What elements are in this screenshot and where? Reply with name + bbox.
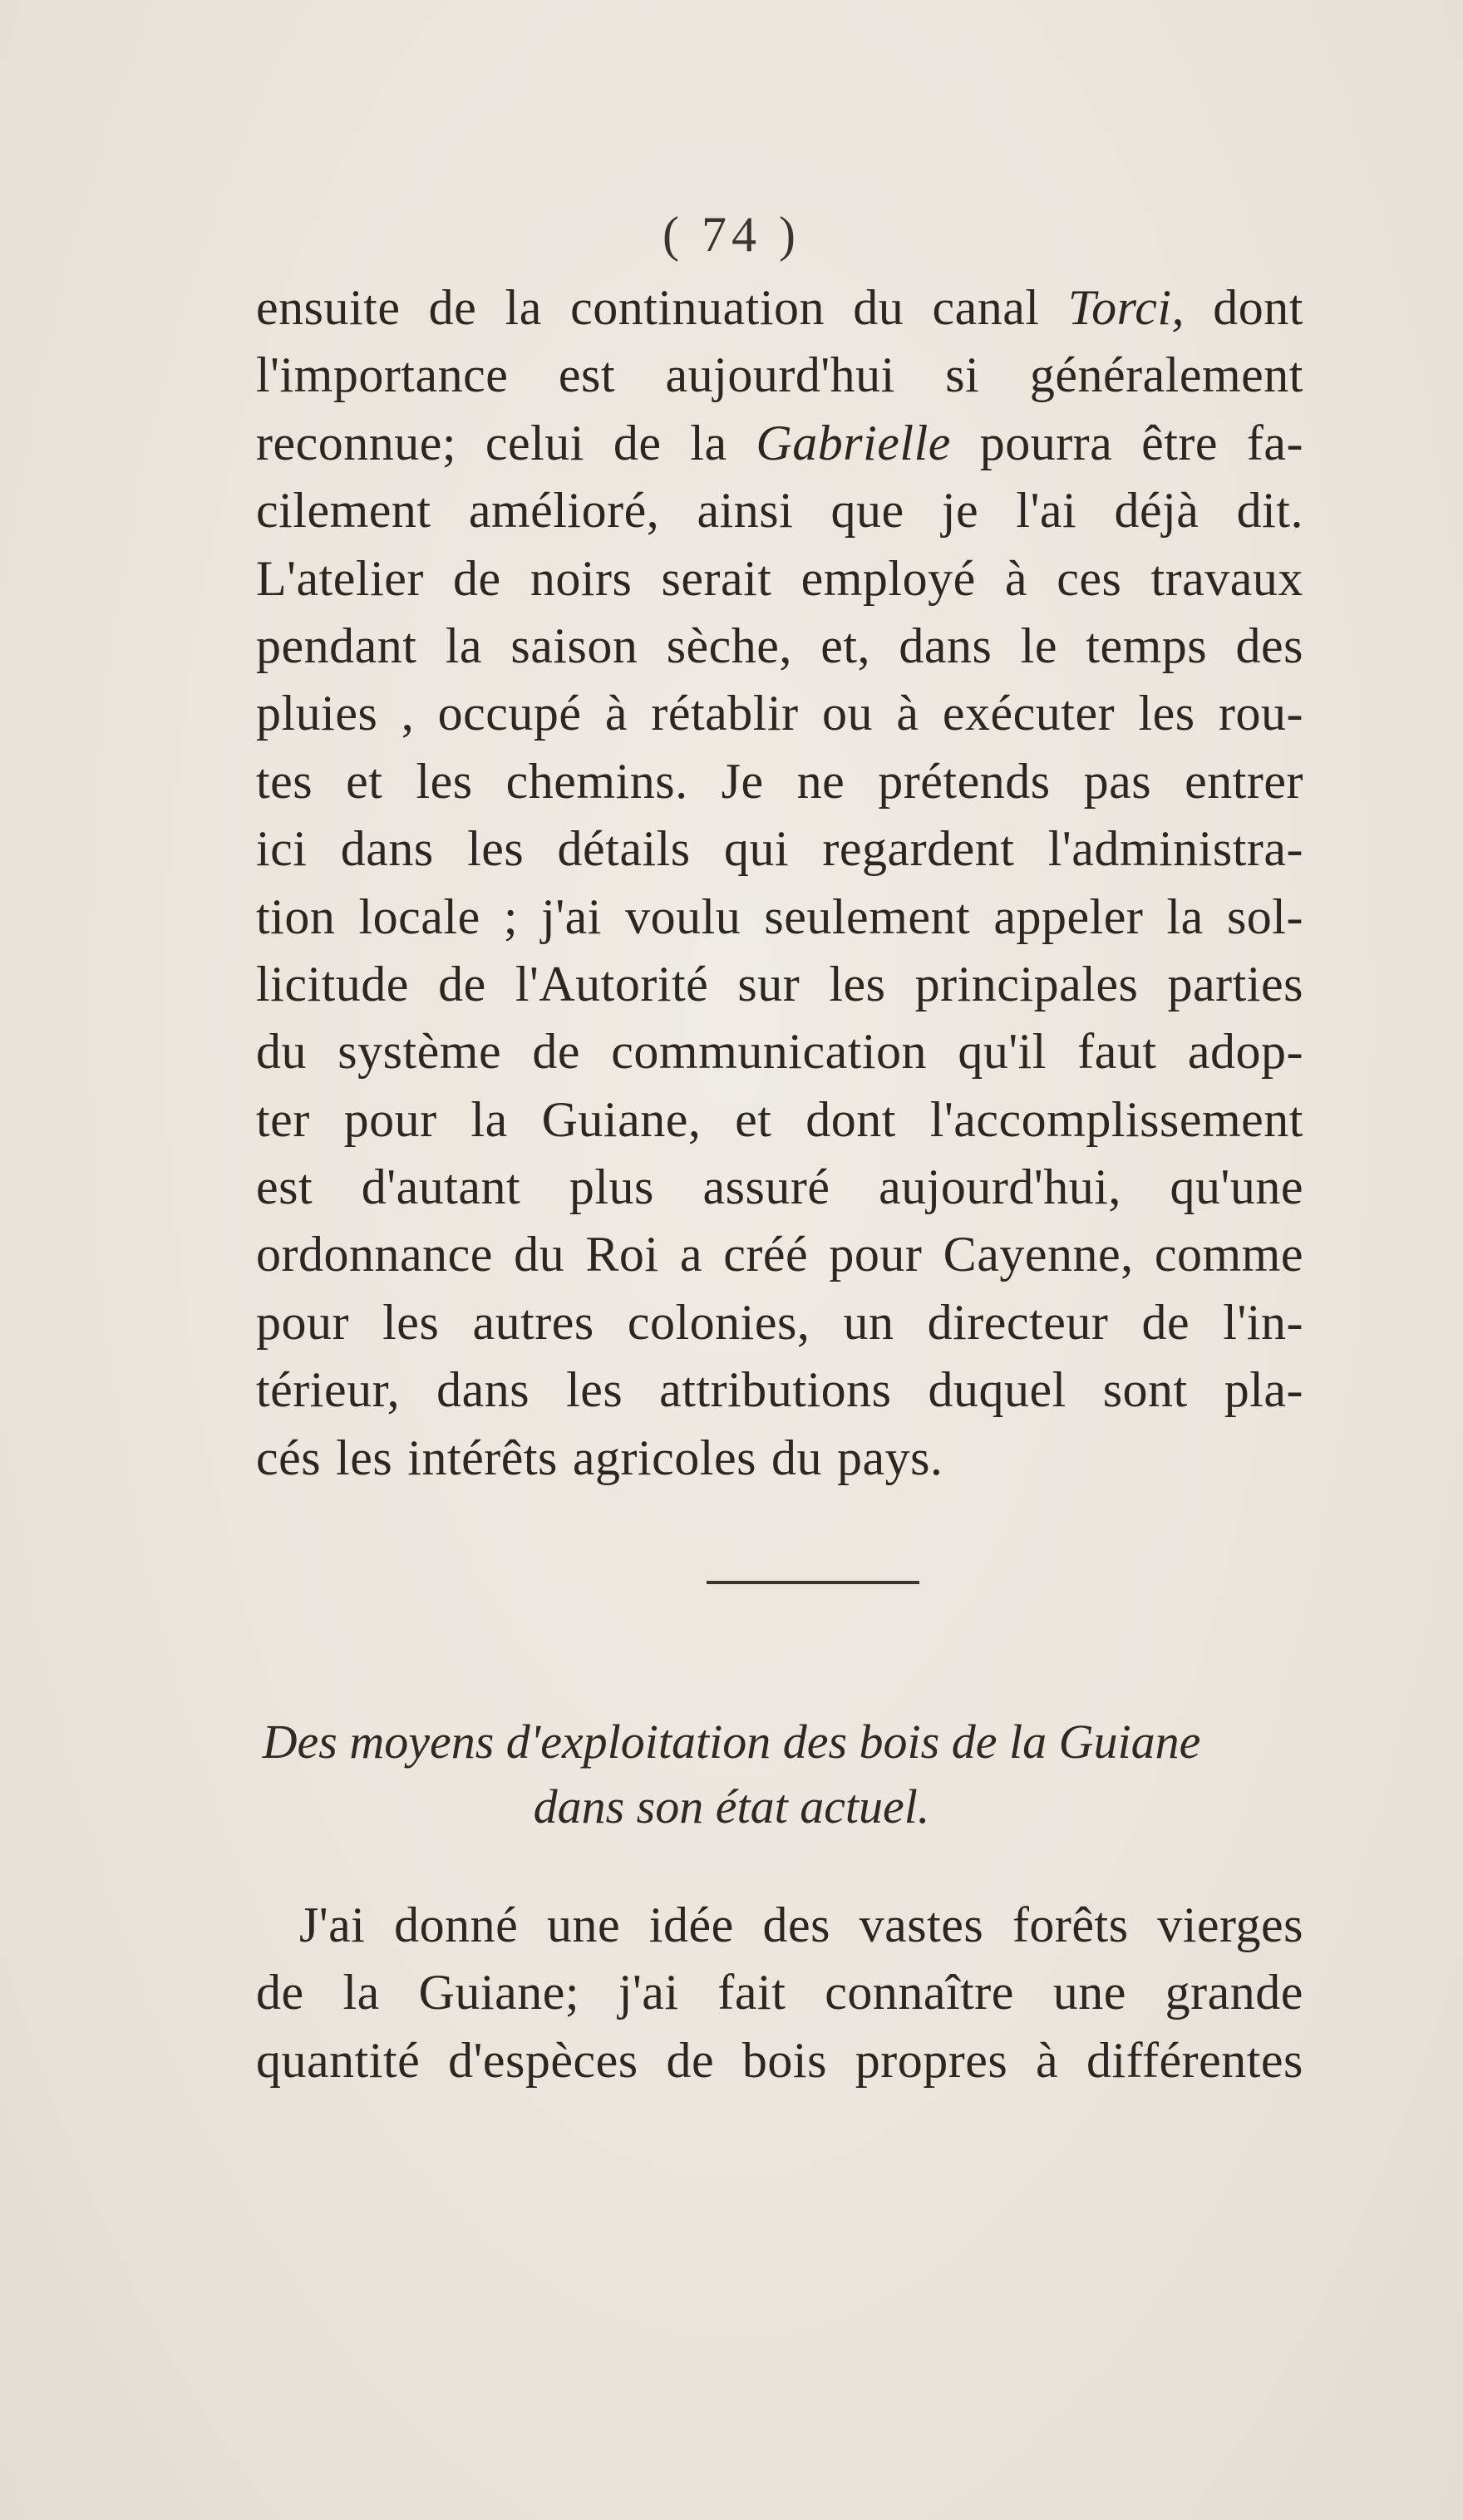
word: la [445, 618, 483, 673]
word: Guiane; [418, 1965, 580, 2020]
word: l'Autorité [515, 956, 709, 1011]
word: que [830, 483, 904, 539]
word: des [1235, 618, 1303, 673]
word: cilement [256, 483, 431, 539]
word: créé [723, 1227, 809, 1282]
text-line [256, 2027, 1303, 2094]
word: canal [932, 280, 1040, 335]
word: de [613, 415, 662, 470]
word: qu'une [1170, 1159, 1303, 1215]
word: communication [611, 1024, 928, 1080]
word: de [532, 1024, 581, 1080]
word: de [453, 550, 501, 606]
word: fa- [1246, 415, 1303, 470]
text-line [256, 815, 1303, 883]
word: à [1036, 2032, 1059, 2088]
word: quantité [256, 2032, 421, 2088]
text-line [256, 1356, 1303, 1424]
text-line [256, 1018, 1303, 1085]
word: temps [1086, 618, 1208, 673]
paragraph-2 [256, 1892, 1303, 2094]
text-line [256, 410, 1303, 477]
word: aujourd'hui [665, 347, 895, 403]
word: autres [472, 1294, 594, 1350]
word: ainsi [697, 483, 794, 539]
word: pays. [836, 1430, 943, 1485]
word: l'administra- [1047, 821, 1303, 877]
word: Torci, [1067, 280, 1185, 335]
word: faut [1077, 1024, 1157, 1080]
word: rou- [1218, 686, 1303, 741]
word: une [1052, 1965, 1126, 2020]
word: d'autant [361, 1159, 521, 1215]
word: tion [256, 888, 336, 944]
word: principales [914, 956, 1139, 1011]
word: une [546, 1897, 621, 1952]
text-line [256, 1289, 1303, 1356]
word: de [438, 956, 486, 1011]
word: , [401, 686, 415, 741]
word: a [679, 1227, 703, 1282]
word: ensuite [256, 280, 401, 335]
word: et [346, 753, 383, 809]
word: Je [721, 753, 764, 809]
word: comme [1154, 1227, 1303, 1282]
word: dont [1213, 280, 1303, 335]
word: ter [256, 1091, 310, 1147]
word: Cayenne, [943, 1227, 1134, 1282]
word: propres [855, 2032, 1008, 2088]
word: l'in- [1223, 1294, 1303, 1350]
word: pendant [256, 618, 417, 673]
word: grande [1165, 1965, 1303, 2020]
word: de [666, 2032, 715, 2088]
word: l'ai [1016, 483, 1077, 539]
text-line [256, 1959, 1303, 2026]
word: connaître [825, 1965, 1014, 2020]
word: l'importance [256, 347, 509, 403]
word: donné [394, 1897, 519, 1952]
word: fait [717, 1965, 786, 2020]
word: idée [648, 1897, 734, 1952]
word: pluies [256, 686, 378, 741]
word: j'ai [541, 888, 602, 944]
word: serait [661, 550, 772, 606]
word: système [337, 1024, 502, 1080]
section-heading-line-2: dans son état actuel. [533, 1779, 930, 1833]
word: la [1166, 888, 1204, 944]
word: les [829, 956, 886, 1011]
word: entrer [1185, 753, 1303, 809]
word: des [762, 1897, 830, 1952]
word: tes [256, 753, 313, 809]
word: ces [1057, 550, 1122, 606]
text-line [256, 613, 1303, 680]
word: parties [1167, 956, 1303, 1011]
word: est [256, 1159, 313, 1215]
word: détails [557, 821, 691, 877]
text-line [256, 1221, 1303, 1288]
word: appeler [993, 888, 1144, 944]
word: de [256, 1965, 304, 2020]
word: de [428, 280, 477, 335]
word: J'ai [299, 1897, 366, 1952]
word: les [566, 1362, 623, 1418]
word: chemins. [505, 753, 688, 809]
word: sèche, [666, 618, 792, 673]
word: de [1141, 1294, 1190, 1350]
word: adop- [1187, 1024, 1303, 1080]
word: locale [358, 888, 480, 944]
word: du [771, 1430, 822, 1485]
word: ici [256, 821, 308, 877]
word: d'espèces [448, 2032, 638, 2088]
word: forêts [1012, 1897, 1129, 1952]
section-divider-rule [707, 1581, 919, 1584]
word: ; [503, 888, 519, 944]
word: cés [256, 1430, 322, 1485]
word: rétablir [651, 686, 799, 741]
word: du [256, 1024, 307, 1080]
word: aujourd'hui, [879, 1159, 1121, 1215]
word: est [558, 347, 616, 403]
word: dans [436, 1362, 530, 1418]
text-line [256, 1086, 1303, 1154]
word: j'ai [618, 1965, 679, 2020]
word: la [470, 1091, 508, 1147]
word: différentes [1086, 2032, 1303, 2088]
word: pourra [979, 415, 1113, 470]
word: à [1004, 550, 1028, 606]
paragraph-1 [256, 274, 1303, 1492]
text-line [256, 951, 1303, 1018]
word: pas [1083, 753, 1152, 809]
word: Roi [585, 1227, 659, 1282]
word: ou [821, 686, 873, 741]
word: occupé [437, 686, 582, 741]
word: directeur [927, 1294, 1109, 1350]
word: licitude [256, 956, 409, 1011]
word: les [1138, 686, 1195, 741]
word: du [514, 1227, 565, 1282]
word: assuré [702, 1159, 830, 1215]
word: dont [805, 1091, 896, 1147]
word: les [336, 1430, 393, 1485]
word: travaux [1150, 550, 1303, 606]
text-line [256, 477, 1303, 544]
word: le [1020, 618, 1057, 673]
word: la [505, 280, 542, 335]
word: Guiane, [541, 1091, 702, 1147]
word: employé [800, 550, 976, 606]
word: les [416, 753, 473, 809]
word: les [467, 821, 525, 877]
word: exécuter [942, 686, 1116, 741]
word: prétends [878, 753, 1051, 809]
word: à [604, 686, 628, 741]
word: L'atelier [256, 550, 424, 606]
word: généralement [1029, 347, 1303, 403]
word: et, [820, 618, 871, 673]
text-line [256, 883, 1303, 951]
text-line [256, 1892, 1303, 1959]
word: l'accomplissement [929, 1091, 1303, 1147]
word: dit. [1236, 483, 1303, 539]
word: déjà [1114, 483, 1199, 539]
section-heading-line-1: Des moyens d'exploitation des bois de la Guiane [262, 1715, 1201, 1769]
word: pour [256, 1294, 349, 1350]
word: reconnue; [256, 415, 457, 470]
word: la [690, 415, 727, 470]
text-line [256, 342, 1303, 409]
word: intérêts [407, 1430, 558, 1485]
word: Gabrielle [756, 415, 951, 470]
word: saison [510, 618, 638, 673]
word: bois [741, 2032, 827, 2088]
text-line [256, 680, 1303, 747]
word: noirs [530, 550, 633, 606]
word: si [945, 347, 980, 403]
word: je [941, 483, 979, 539]
text-line [256, 545, 1303, 613]
word: ordonnance [256, 1227, 493, 1282]
word: celui [485, 415, 584, 470]
word: pour [343, 1091, 437, 1147]
word: ne [796, 753, 845, 809]
word: dans [899, 618, 993, 673]
word: être [1141, 415, 1219, 470]
word: vastes [859, 1897, 984, 1952]
word: pour [829, 1227, 923, 1282]
word: seulement [764, 888, 971, 944]
page-number: ( 74 ) [663, 207, 800, 262]
word: du [853, 280, 904, 335]
word: sont [1102, 1362, 1188, 1418]
word: à [896, 686, 919, 741]
word: et [735, 1091, 772, 1147]
word: vierges [1157, 1897, 1303, 1952]
word: la [342, 1965, 380, 2020]
word: un [843, 1294, 894, 1350]
word: sol- [1226, 888, 1303, 944]
word: dans [340, 821, 434, 877]
text-line [256, 1154, 1303, 1221]
word: attributions [659, 1362, 892, 1418]
word: qui [723, 821, 790, 877]
word: voulu [625, 888, 741, 944]
word: térieur, [256, 1362, 401, 1418]
word: colonies, [627, 1294, 810, 1350]
word: les [382, 1294, 440, 1350]
text-line [256, 748, 1303, 815]
word: qu'il [958, 1024, 1047, 1080]
word: agricoles [572, 1430, 756, 1485]
word: pla- [1224, 1362, 1303, 1418]
word: amélioré, [468, 483, 660, 539]
word: continuation [570, 280, 825, 335]
text-line [256, 274, 1303, 342]
word: regardent [822, 821, 1015, 877]
text-line [256, 1425, 1303, 1492]
word: duquel [928, 1362, 1066, 1418]
word: sur [737, 956, 800, 1011]
word: plus [569, 1159, 654, 1215]
